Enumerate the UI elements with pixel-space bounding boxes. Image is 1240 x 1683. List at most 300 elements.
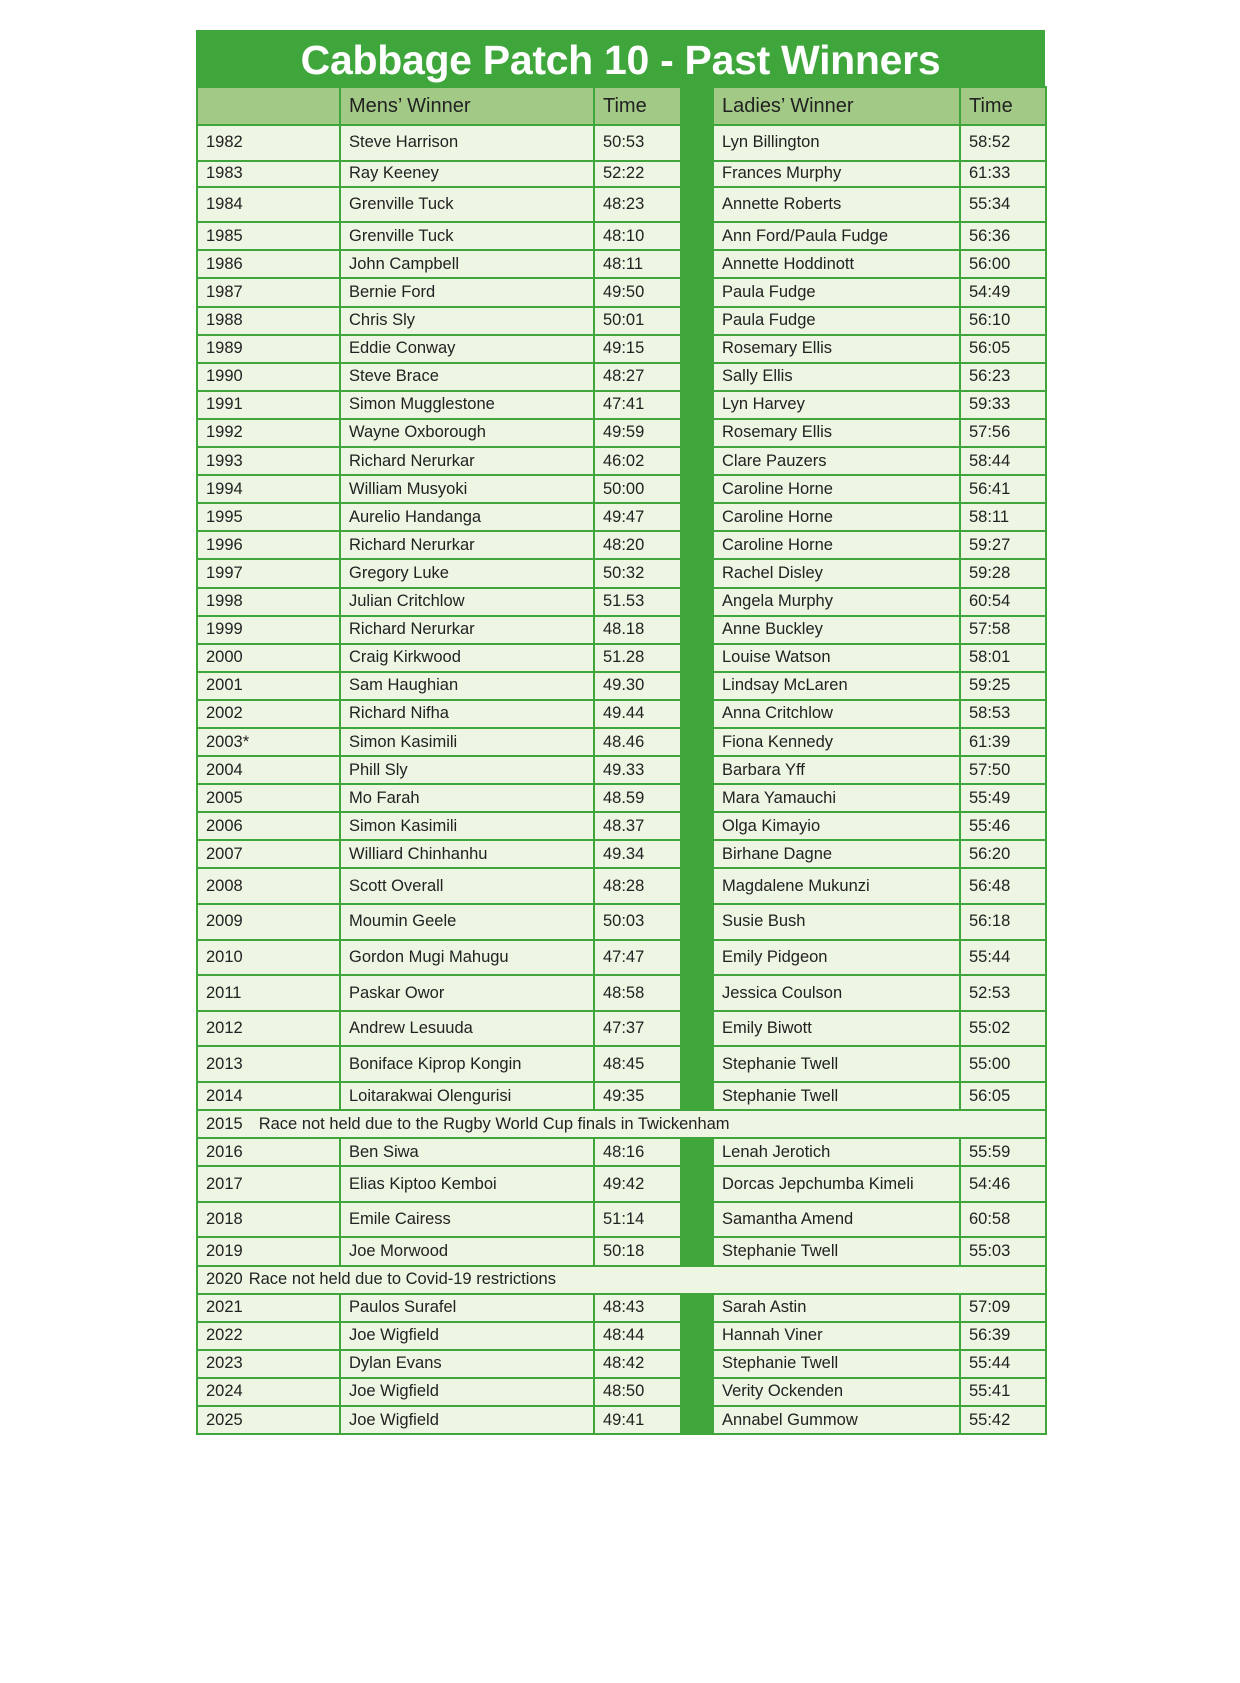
year-cell: 2012 bbox=[197, 1011, 340, 1047]
mens-winner-cell: Ben Siwa bbox=[340, 1138, 594, 1166]
column-divider bbox=[681, 559, 713, 587]
mens-winner-cell: Joe Wigfield bbox=[340, 1406, 594, 1434]
ladies-time-cell: 55:34 bbox=[960, 187, 1046, 223]
ladies-time-cell: 60:54 bbox=[960, 588, 1046, 616]
mens-winner-cell: Emile Cairess bbox=[340, 1202, 594, 1238]
table-row bbox=[197, 1294, 1046, 1322]
mens-winner-cell: Craig Kirkwood bbox=[340, 644, 594, 672]
ladies-winner-cell: Jessica Coulson bbox=[713, 975, 960, 1011]
year-cell: 1990 bbox=[197, 363, 340, 391]
mens-winner-cell: Richard Nifha bbox=[340, 700, 594, 728]
table-row bbox=[197, 419, 1046, 447]
ladies-winner-cell: Annette Roberts bbox=[713, 187, 960, 223]
mens-winner-cell: Joe Wigfield bbox=[340, 1322, 594, 1350]
column-divider bbox=[681, 904, 713, 940]
year-cell: 2018 bbox=[197, 1202, 340, 1238]
mens-time-cell: 50:01 bbox=[594, 307, 681, 335]
ladies-time-cell: 61:33 bbox=[960, 161, 1046, 187]
table-row bbox=[197, 756, 1046, 784]
ladies-time-cell: 55:59 bbox=[960, 1138, 1046, 1166]
column-divider bbox=[681, 975, 713, 1011]
mens-winner-cell: Paulos Surafel bbox=[340, 1294, 594, 1322]
ladies-winner-cell: Rosemary Ellis bbox=[713, 335, 960, 363]
table-row bbox=[197, 728, 1046, 756]
column-divider bbox=[681, 187, 713, 223]
ladies-winner-cell: Verity Ockenden bbox=[713, 1378, 960, 1406]
year-cell: 2006 bbox=[197, 812, 340, 840]
table-row bbox=[197, 278, 1046, 306]
year-cell: 2001 bbox=[197, 672, 340, 700]
ladies-winner-cell: Olga Kimayio bbox=[713, 812, 960, 840]
mens-time-header: Time bbox=[594, 87, 681, 125]
year-cell: 1994 bbox=[197, 475, 340, 503]
mens-time-cell: 48:20 bbox=[594, 531, 681, 559]
ladies-winner-cell: Caroline Horne bbox=[713, 531, 960, 559]
year-cell: 2009 bbox=[197, 904, 340, 940]
table-row bbox=[197, 1237, 1046, 1265]
ladies-winner-cell: Emily Pidgeon bbox=[713, 940, 960, 976]
column-divider bbox=[681, 447, 713, 475]
ladies-time-cell: 56:36 bbox=[960, 222, 1046, 250]
ladies-time-cell: 56:18 bbox=[960, 904, 1046, 940]
year-cell: 1991 bbox=[197, 391, 340, 419]
mens-winner-cell: Steve Brace bbox=[340, 363, 594, 391]
mens-time-cell: 48:10 bbox=[594, 222, 681, 250]
mens-time-cell: 50:00 bbox=[594, 475, 681, 503]
ladies-winner-cell: Frances Murphy bbox=[713, 161, 960, 187]
mens-time-cell: 52:22 bbox=[594, 161, 681, 187]
ladies-winner-cell: Caroline Horne bbox=[713, 475, 960, 503]
note-row bbox=[197, 1266, 1046, 1294]
year-cell: 1998 bbox=[197, 588, 340, 616]
year-cell: 1999 bbox=[197, 616, 340, 644]
table-row bbox=[197, 559, 1046, 587]
mens-time-cell: 50:32 bbox=[594, 559, 681, 587]
mens-time-cell: 47:41 bbox=[594, 391, 681, 419]
mens-winner-cell: Julian Critchlow bbox=[340, 588, 594, 616]
ladies-time-cell: 55:44 bbox=[960, 940, 1046, 976]
mens-time-cell: 49.44 bbox=[594, 700, 681, 728]
table-row bbox=[197, 1011, 1046, 1047]
year-cell: 1987 bbox=[197, 278, 340, 306]
table-row bbox=[197, 1046, 1046, 1082]
table-row bbox=[197, 644, 1046, 672]
ladies-winner-header: Ladies’ Winner bbox=[713, 87, 960, 125]
ladies-winner-cell: Lenah Jerotich bbox=[713, 1138, 960, 1166]
ladies-winner-cell: Paula Fudge bbox=[713, 307, 960, 335]
year-cell: 1985 bbox=[197, 222, 340, 250]
mens-time-cell: 48:44 bbox=[594, 1322, 681, 1350]
mens-time-cell: 48:16 bbox=[594, 1138, 681, 1166]
year-cell: 1993 bbox=[197, 447, 340, 475]
ladies-winner-cell: Stephanie Twell bbox=[713, 1082, 960, 1110]
table-row bbox=[197, 250, 1046, 278]
ladies-winner-cell: Stephanie Twell bbox=[713, 1046, 960, 1082]
year-cell: 1992 bbox=[197, 419, 340, 447]
mens-winner-cell: Grenville Tuck bbox=[340, 222, 594, 250]
table-row bbox=[197, 1202, 1046, 1238]
ladies-time-cell: 55:46 bbox=[960, 812, 1046, 840]
ladies-time-cell: 55:42 bbox=[960, 1406, 1046, 1434]
ladies-time-cell: 58:44 bbox=[960, 447, 1046, 475]
mens-winner-cell: Joe Wigfield bbox=[340, 1378, 594, 1406]
ladies-time-cell: 58:53 bbox=[960, 700, 1046, 728]
ladies-winner-cell: Lyn Harvey bbox=[713, 391, 960, 419]
ladies-time-cell: 59:25 bbox=[960, 672, 1046, 700]
table-row bbox=[197, 307, 1046, 335]
column-divider bbox=[681, 250, 713, 278]
year-cell: 2010 bbox=[197, 940, 340, 976]
table-row bbox=[197, 161, 1046, 187]
ladies-time-cell: 56:20 bbox=[960, 840, 1046, 868]
year-cell: 2019 bbox=[197, 1237, 340, 1265]
mens-winner-cell: Eddie Conway bbox=[340, 335, 594, 363]
column-divider bbox=[681, 1166, 713, 1202]
table-row bbox=[197, 475, 1046, 503]
mens-winner-cell: Phill Sly bbox=[340, 756, 594, 784]
ladies-winner-cell: Rachel Disley bbox=[713, 559, 960, 587]
ladies-time-cell: 59:33 bbox=[960, 391, 1046, 419]
ladies-time-cell: 52:53 bbox=[960, 975, 1046, 1011]
column-divider bbox=[681, 1082, 713, 1110]
mens-winner-cell: Williard Chinhanhu bbox=[340, 840, 594, 868]
ladies-winner-cell: Birhane Dagne bbox=[713, 840, 960, 868]
column-divider bbox=[681, 125, 713, 161]
ladies-time-cell: 58:01 bbox=[960, 644, 1046, 672]
note-text: Race not held due to the Rugby World Cup finals in Twickenham bbox=[258, 1114, 730, 1133]
column-divider bbox=[681, 940, 713, 976]
note-year: 2015 bbox=[206, 1114, 243, 1133]
table-row bbox=[197, 391, 1046, 419]
ladies-time-cell: 59:28 bbox=[960, 559, 1046, 587]
ladies-time-cell: 55:44 bbox=[960, 1350, 1046, 1378]
ladies-winner-cell: Clare Pauzers bbox=[713, 447, 960, 475]
ladies-winner-cell: Annabel Gummow bbox=[713, 1406, 960, 1434]
note-cell bbox=[197, 1266, 1046, 1294]
mens-winner-cell: Simon Kasimili bbox=[340, 728, 594, 756]
mens-time-cell: 51:14 bbox=[594, 1202, 681, 1238]
ladies-time-cell: 57:56 bbox=[960, 419, 1046, 447]
mens-time-cell: 49:50 bbox=[594, 278, 681, 306]
ladies-time-cell: 56:05 bbox=[960, 335, 1046, 363]
column-divider bbox=[681, 868, 713, 904]
year-cell: 1984 bbox=[197, 187, 340, 223]
mens-winner-cell: William Musyoki bbox=[340, 475, 594, 503]
year-cell: 1988 bbox=[197, 307, 340, 335]
year-cell: 2021 bbox=[197, 1294, 340, 1322]
ladies-winner-cell: Angela Murphy bbox=[713, 588, 960, 616]
column-divider bbox=[681, 1406, 713, 1434]
ladies-winner-cell: Sally Ellis bbox=[713, 363, 960, 391]
year-cell: 1997 bbox=[197, 559, 340, 587]
column-divider bbox=[681, 672, 713, 700]
mens-winner-cell: Gregory Luke bbox=[340, 559, 594, 587]
mens-time-cell: 51.53 bbox=[594, 588, 681, 616]
mens-winner-cell: Ray Keeney bbox=[340, 161, 594, 187]
ladies-winner-cell: Stephanie Twell bbox=[713, 1237, 960, 1265]
ladies-time-cell: 58:11 bbox=[960, 503, 1046, 531]
table-row bbox=[197, 588, 1046, 616]
ladies-winner-cell: Magdalene Mukunzi bbox=[713, 868, 960, 904]
table-row bbox=[197, 1322, 1046, 1350]
mens-time-cell: 49:47 bbox=[594, 503, 681, 531]
ladies-time-cell: 56:10 bbox=[960, 307, 1046, 335]
mens-time-cell: 50:18 bbox=[594, 1237, 681, 1265]
mens-winner-cell: Moumin Geele bbox=[340, 904, 594, 940]
year-cell: 1986 bbox=[197, 250, 340, 278]
table-row bbox=[197, 940, 1046, 976]
column-divider bbox=[681, 161, 713, 187]
ladies-time-cell: 58:52 bbox=[960, 125, 1046, 161]
mens-time-cell: 48:42 bbox=[594, 1350, 681, 1378]
mens-time-cell: 48:23 bbox=[594, 187, 681, 223]
column-divider bbox=[681, 1237, 713, 1265]
table-row bbox=[197, 700, 1046, 728]
column-divider bbox=[681, 1011, 713, 1047]
year-cell: 2004 bbox=[197, 756, 340, 784]
mens-winner-cell: Andrew Lesuuda bbox=[340, 1011, 594, 1047]
ladies-winner-cell: Annette Hoddinott bbox=[713, 250, 960, 278]
column-divider bbox=[681, 307, 713, 335]
year-header bbox=[197, 87, 340, 125]
column-divider bbox=[681, 840, 713, 868]
column-divider bbox=[681, 1350, 713, 1378]
winners-table bbox=[196, 86, 1047, 1435]
column-divider bbox=[681, 335, 713, 363]
year-cell: 2007 bbox=[197, 840, 340, 868]
ladies-winner-cell: Hannah Viner bbox=[713, 1322, 960, 1350]
year-cell: 2024 bbox=[197, 1378, 340, 1406]
mens-winner-cell: Simon Mugglestone bbox=[340, 391, 594, 419]
mens-time-cell: 46:02 bbox=[594, 447, 681, 475]
year-cell: 2023 bbox=[197, 1350, 340, 1378]
column-divider bbox=[681, 222, 713, 250]
header-row bbox=[197, 87, 1046, 125]
column-divider bbox=[681, 728, 713, 756]
table-row bbox=[197, 1138, 1046, 1166]
mens-time-cell: 48.37 bbox=[594, 812, 681, 840]
year-cell: 2008 bbox=[197, 868, 340, 904]
mens-time-cell: 49.33 bbox=[594, 756, 681, 784]
column-divider bbox=[681, 87, 713, 125]
table-row bbox=[197, 975, 1046, 1011]
mens-winner-cell: Richard Nerurkar bbox=[340, 447, 594, 475]
column-divider bbox=[681, 812, 713, 840]
ladies-time-cell: 56:39 bbox=[960, 1322, 1046, 1350]
column-divider bbox=[681, 278, 713, 306]
mens-time-cell: 48:43 bbox=[594, 1294, 681, 1322]
mens-time-cell: 49.34 bbox=[594, 840, 681, 868]
mens-winner-cell: Grenville Tuck bbox=[340, 187, 594, 223]
table-row bbox=[197, 1378, 1046, 1406]
column-divider bbox=[681, 616, 713, 644]
ladies-time-cell: 55:03 bbox=[960, 1237, 1046, 1265]
year-cell: 1989 bbox=[197, 335, 340, 363]
ladies-time-cell: 56:41 bbox=[960, 475, 1046, 503]
table-row bbox=[197, 335, 1046, 363]
mens-time-cell: 49:15 bbox=[594, 335, 681, 363]
mens-winner-cell: Elias Kiptoo Kemboi bbox=[340, 1166, 594, 1202]
column-divider bbox=[681, 700, 713, 728]
mens-time-cell: 48:28 bbox=[594, 868, 681, 904]
mens-time-cell: 48.46 bbox=[594, 728, 681, 756]
ladies-winner-cell: Stephanie Twell bbox=[713, 1350, 960, 1378]
mens-time-cell: 47:47 bbox=[594, 940, 681, 976]
ladies-winner-cell: Sarah Astin bbox=[713, 1294, 960, 1322]
mens-winner-cell: Bernie Ford bbox=[340, 278, 594, 306]
note-row bbox=[197, 1110, 1046, 1138]
table-row bbox=[197, 363, 1046, 391]
mens-winner-cell: Joe Morwood bbox=[340, 1237, 594, 1265]
table-row bbox=[197, 125, 1046, 161]
mens-winner-cell: Scott Overall bbox=[340, 868, 594, 904]
table-row bbox=[197, 672, 1046, 700]
ladies-time-cell: 56:00 bbox=[960, 250, 1046, 278]
mens-winner-cell: Steve Harrison bbox=[340, 125, 594, 161]
ladies-time-cell: 61:39 bbox=[960, 728, 1046, 756]
note-cell bbox=[197, 1110, 1046, 1138]
mens-winner-cell: Mo Farah bbox=[340, 784, 594, 812]
ladies-winner-cell: Dorcas Jepchumba Kimeli bbox=[713, 1166, 960, 1202]
column-divider bbox=[681, 644, 713, 672]
mens-winner-cell: Sam Haughian bbox=[340, 672, 594, 700]
mens-winner-cell: Dylan Evans bbox=[340, 1350, 594, 1378]
ladies-time-cell: 56:05 bbox=[960, 1082, 1046, 1110]
mens-time-cell: 50:03 bbox=[594, 904, 681, 940]
ladies-winner-cell: Fiona Kennedy bbox=[713, 728, 960, 756]
ladies-time-cell: 60:58 bbox=[960, 1202, 1046, 1238]
column-divider bbox=[681, 1046, 713, 1082]
ladies-winner-cell: Mara Yamauchi bbox=[713, 784, 960, 812]
winners-sheet bbox=[196, 30, 1045, 1435]
ladies-winner-cell: Anne Buckley bbox=[713, 616, 960, 644]
column-divider bbox=[681, 588, 713, 616]
table-row bbox=[197, 447, 1046, 475]
mens-time-cell: 51.28 bbox=[594, 644, 681, 672]
mens-time-cell: 49.30 bbox=[594, 672, 681, 700]
mens-time-cell: 48:27 bbox=[594, 363, 681, 391]
table-row bbox=[197, 904, 1046, 940]
mens-time-cell: 49:42 bbox=[594, 1166, 681, 1202]
column-divider bbox=[681, 756, 713, 784]
table-row bbox=[197, 616, 1046, 644]
ladies-winner-cell: Anna Critchlow bbox=[713, 700, 960, 728]
column-divider bbox=[681, 1322, 713, 1350]
year-cell: 1983 bbox=[197, 161, 340, 187]
ladies-time-cell: 56:23 bbox=[960, 363, 1046, 391]
note-year: 2020 bbox=[206, 1270, 243, 1289]
mens-winner-cell: Gordon Mugi Mahugu bbox=[340, 940, 594, 976]
year-cell: 1995 bbox=[197, 503, 340, 531]
ladies-time-cell: 59:27 bbox=[960, 531, 1046, 559]
table-row bbox=[197, 812, 1046, 840]
column-divider bbox=[681, 531, 713, 559]
table-row bbox=[197, 868, 1046, 904]
year-cell: 2022 bbox=[197, 1322, 340, 1350]
mens-winner-cell: Simon Kasimili bbox=[340, 812, 594, 840]
year-cell: 2011 bbox=[197, 975, 340, 1011]
mens-winner-cell: Richard Nerurkar bbox=[340, 531, 594, 559]
year-cell: 2017 bbox=[197, 1166, 340, 1202]
mens-winner-cell: Paskar Owor bbox=[340, 975, 594, 1011]
ladies-winner-cell: Lindsay McLaren bbox=[713, 672, 960, 700]
column-divider bbox=[681, 784, 713, 812]
ladies-winner-cell: Emily Biwott bbox=[713, 1011, 960, 1047]
year-cell: 2014 bbox=[197, 1082, 340, 1110]
table-row bbox=[197, 784, 1046, 812]
ladies-winner-cell: Louise Watson bbox=[713, 644, 960, 672]
table-row bbox=[197, 1406, 1046, 1434]
ladies-winner-cell: Susie Bush bbox=[713, 904, 960, 940]
year-cell: 1982 bbox=[197, 125, 340, 161]
mens-winner-header: Mens’ Winner bbox=[340, 87, 594, 125]
ladies-time-cell: 54:46 bbox=[960, 1166, 1046, 1202]
mens-time-cell: 48:50 bbox=[594, 1378, 681, 1406]
mens-time-cell: 48.18 bbox=[594, 616, 681, 644]
ladies-time-cell: 55:49 bbox=[960, 784, 1046, 812]
year-cell: 1996 bbox=[197, 531, 340, 559]
note-text: Race not held due to Covid-19 restrictions bbox=[248, 1270, 556, 1289]
table-row bbox=[197, 840, 1046, 868]
column-divider bbox=[681, 1294, 713, 1322]
mens-time-cell: 49:59 bbox=[594, 419, 681, 447]
mens-time-cell: 49:35 bbox=[594, 1082, 681, 1110]
page-title: Cabbage Patch 10 - Past Winners bbox=[196, 30, 1045, 86]
column-divider bbox=[681, 363, 713, 391]
ladies-time-cell: 56:48 bbox=[960, 868, 1046, 904]
year-cell: 2002 bbox=[197, 700, 340, 728]
mens-time-cell: 48:11 bbox=[594, 250, 681, 278]
mens-winner-cell: Chris Sly bbox=[340, 307, 594, 335]
year-cell: 2003* bbox=[197, 728, 340, 756]
table-row bbox=[197, 1350, 1046, 1378]
year-cell: 2016 bbox=[197, 1138, 340, 1166]
mens-time-cell: 47:37 bbox=[594, 1011, 681, 1047]
ladies-winner-cell: Barbara Yff bbox=[713, 756, 960, 784]
mens-time-cell: 48:45 bbox=[594, 1046, 681, 1082]
ladies-winner-cell: Samantha Amend bbox=[713, 1202, 960, 1238]
year-cell: 2013 bbox=[197, 1046, 340, 1082]
ladies-time-header: Time bbox=[960, 87, 1046, 125]
table-row bbox=[197, 1166, 1046, 1202]
mens-winner-cell: Wayne Oxborough bbox=[340, 419, 594, 447]
mens-winner-cell: Aurelio Handanga bbox=[340, 503, 594, 531]
table-row bbox=[197, 187, 1046, 223]
ladies-winner-cell: Rosemary Ellis bbox=[713, 419, 960, 447]
mens-winner-cell: Loitarakwai Olengurisi bbox=[340, 1082, 594, 1110]
table-row bbox=[197, 1082, 1046, 1110]
column-divider bbox=[681, 1202, 713, 1238]
table-row bbox=[197, 503, 1046, 531]
ladies-winner-cell: Paula Fudge bbox=[713, 278, 960, 306]
ladies-winner-cell: Caroline Horne bbox=[713, 503, 960, 531]
column-divider bbox=[681, 391, 713, 419]
mens-time-cell: 48.59 bbox=[594, 784, 681, 812]
mens-winner-cell: Richard Nerurkar bbox=[340, 616, 594, 644]
ladies-time-cell: 57:58 bbox=[960, 616, 1046, 644]
ladies-time-cell: 57:09 bbox=[960, 1294, 1046, 1322]
mens-winner-cell: John Campbell bbox=[340, 250, 594, 278]
table-row bbox=[197, 531, 1046, 559]
column-divider bbox=[681, 419, 713, 447]
year-cell: 2025 bbox=[197, 1406, 340, 1434]
ladies-winner-cell: Ann Ford/Paula Fudge bbox=[713, 222, 960, 250]
column-divider bbox=[681, 475, 713, 503]
year-cell: 2005 bbox=[197, 784, 340, 812]
ladies-time-cell: 55:41 bbox=[960, 1378, 1046, 1406]
column-divider bbox=[681, 503, 713, 531]
table-row bbox=[197, 222, 1046, 250]
